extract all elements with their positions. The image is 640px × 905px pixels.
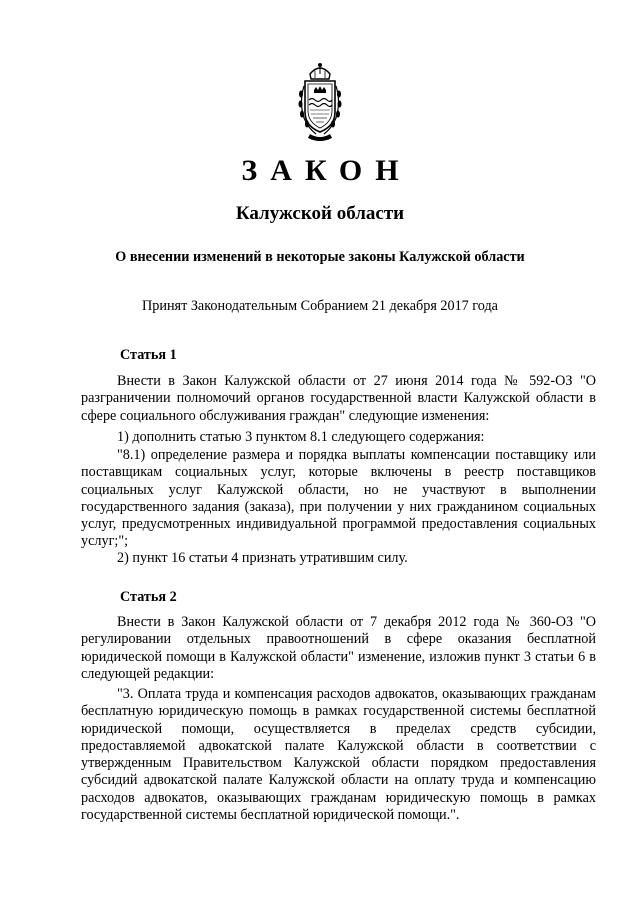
article-2-heading: Статья 2 (120, 589, 177, 605)
article-1-paragraph: 2) пункт 16 статьи 4 признать утратившим силу. (117, 550, 408, 566)
law-name: О внесении изменений в некоторые законы Калужской области (115, 249, 525, 265)
article-1-heading: Статья 1 (120, 347, 177, 363)
article-2-paragraph: Внести в Закон Калужской области от 7 декабря 2012 года № 360-ОЗ "О регулировании отдельных правоотношений в сфере оказания бесплатной юридической помощи в Калужской области" изменение, изложив пункт 3 статьи 6 в следующей редакции: (81, 614, 596, 682)
article-1-paragraph: Внести в Закон Калужской области от 27 июня 2014 года № 592-ОЗ "О разграничении полномочий органов государственной власти Калужской области в сфере социального обслуживания граждан" следующие изменения: (81, 373, 596, 424)
adoption-note: Принят Законодательным Собранием 21 декабря 2017 года (142, 298, 498, 314)
article-1-paragraph: 1) дополнить статью 3 пунктом 8.1 следующего содержания: (117, 429, 485, 445)
article-2-paragraph: "3. Оплата труда и компенсация расходов адвокатов, оказывающих гражданам бесплатную юридическую помощь в рамках государственной системы бесплатной юридической помощи, осуществляется в пределах средств субсидии, предоставляемой адвокатской палате Калужской области в соответствии с утвержденным Правительством Калужской области порядком предоставления субсидий адвокатской палате Калужской области на оплату труда и компенсацию расходов адвокатов, оказывающих гражданам юридическую помощь в рамках государственной системы бесплатной юридической помощи.". (81, 686, 596, 824)
coat-of-arms-icon (296, 60, 344, 142)
document-title: ЗАКОН (241, 154, 412, 187)
region-subtitle: Калужской области (235, 203, 405, 224)
article-1-paragraph: "8.1) определение размера и порядка выплаты компенсации поставщику или поставщикам социальных услуг, которые включены в реестр поставщиков социальных услуг Калужской области, но не участвуют в выполнении государственного задания (заказа), при получении у них гражданином социальных услуг, предусмотренных индивидуальной программой предоставления социальных услуг;"; (81, 447, 596, 550)
